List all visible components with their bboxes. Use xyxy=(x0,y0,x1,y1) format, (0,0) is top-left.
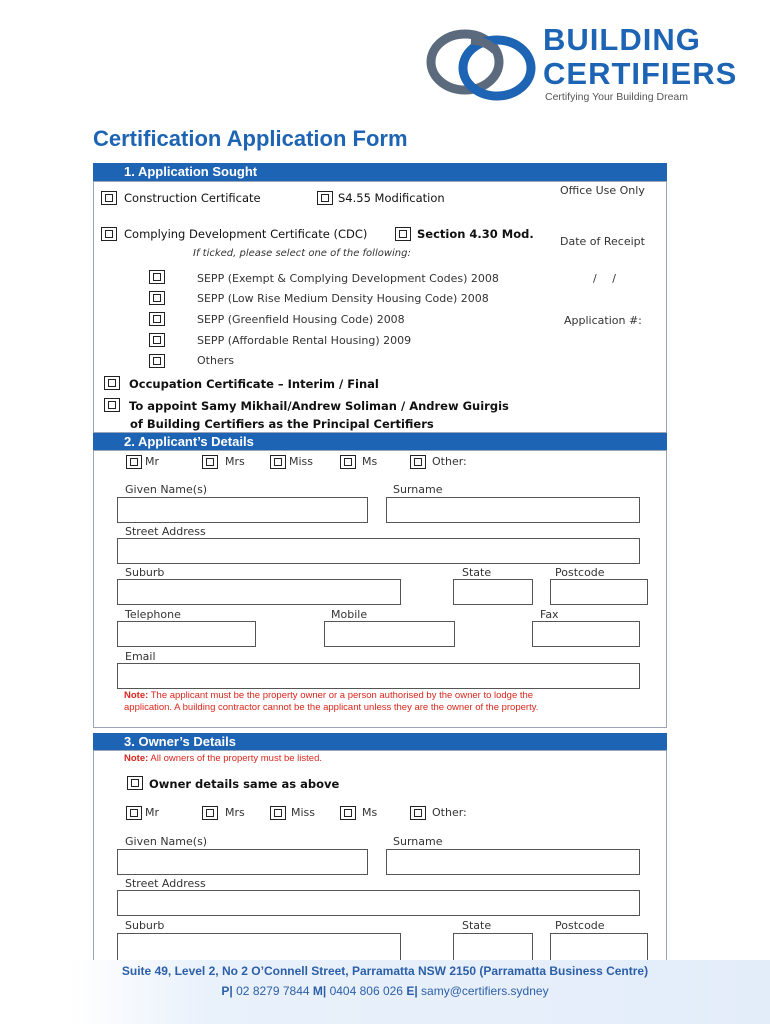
owner-state-label: State xyxy=(462,919,492,932)
email-label: Email xyxy=(125,650,156,663)
owner-same-as-above-label: Owner details same as above xyxy=(149,777,340,791)
occupation-certificate-checkbox[interactable] xyxy=(104,376,120,390)
note-text: The applicant must be the property owner or a person authorised by the owner to lodge the xyxy=(148,690,534,701)
applicant-postcode-field[interactable] xyxy=(550,579,648,605)
sepp-affordable-checkbox[interactable] xyxy=(149,333,165,347)
mobile-number: 0404 806 026 xyxy=(326,984,407,998)
mobile-label: Mobile xyxy=(331,608,368,621)
owner-surname-field[interactable] xyxy=(386,849,640,875)
section-430-checkbox[interactable] xyxy=(395,227,411,241)
title-option-label: Mr xyxy=(145,806,160,819)
appoint-certifier-label: To appoint Samy Mikhail/Andrew Soliman / Andrew Guirgis xyxy=(129,399,509,413)
office-area xyxy=(533,181,667,182)
section-430-label: Section 4.30 Mod. xyxy=(417,227,534,241)
postcode-label: Postcode xyxy=(555,566,605,579)
sepp-option-label: SEPP (Affordable Rental Housing) 2009 xyxy=(197,334,412,347)
cdc-checkbox[interactable] xyxy=(101,227,117,241)
applicant-telephone-field[interactable] xyxy=(117,621,256,647)
phone-label: P| xyxy=(221,984,233,998)
applicant-state-field[interactable] xyxy=(453,579,533,605)
appoint-certifier-label-2: of Building Certifiers as the Principal Certifiers xyxy=(130,417,434,431)
owner-postcode-label: Postcode xyxy=(555,919,605,932)
section-1-heading: 1. Application Sought xyxy=(93,163,667,181)
sepp-option-label: SEPP (Greenfield Housing Code) 2008 xyxy=(197,313,405,326)
applicant-title-mrs-checkbox[interactable] xyxy=(202,455,218,469)
owner-street-field[interactable] xyxy=(117,890,640,916)
sepp-others-checkbox[interactable] xyxy=(149,354,165,368)
phone-number: 02 8279 7844 xyxy=(232,984,313,998)
applicant-title-ms-checkbox[interactable] xyxy=(340,455,356,469)
section-1-panel xyxy=(93,181,667,433)
applicant-title-miss-checkbox[interactable] xyxy=(270,455,286,469)
owner-given-name-field[interactable] xyxy=(117,849,368,875)
email-label-footer: E| xyxy=(406,984,418,998)
owner-state-field[interactable] xyxy=(453,933,533,960)
title-option-label: Other: xyxy=(432,455,467,468)
construction-certificate-checkbox[interactable] xyxy=(101,191,117,205)
office-use-title: Office Use Only xyxy=(560,184,645,197)
owner-same-as-above-checkbox[interactable] xyxy=(127,776,143,790)
suburb-label: Suburb xyxy=(125,566,165,579)
construction-certificate-label: Construction Certificate xyxy=(124,191,261,205)
title-option-label: Ms xyxy=(362,455,378,468)
s455-modification-checkbox[interactable] xyxy=(317,191,333,205)
title-option-label: Miss xyxy=(291,806,316,819)
owner-title-mrs-checkbox[interactable] xyxy=(202,806,218,820)
footer-address: Suite 49, Level 2, No 2 O’Connell Street, Parramatta NSW 2150 (Parramatta Business Centre) xyxy=(121,964,649,978)
cdc-label: Complying Development Certificate (CDC) xyxy=(124,227,368,241)
applicant-fax-field[interactable] xyxy=(532,621,640,647)
telephone-label: Telephone xyxy=(125,608,181,621)
rings-logo-icon xyxy=(425,20,545,110)
owner-suburb-field[interactable] xyxy=(117,933,401,960)
occupation-certificate-label: Occupation Certificate – Interim / Final xyxy=(129,377,379,391)
applicant-note-line-2: application. A building contractor cannot be the applicant unless they are the owner of the property. xyxy=(124,702,539,713)
date-of-receipt-value: / / xyxy=(593,272,616,285)
applicant-surname-field[interactable] xyxy=(386,497,640,523)
application-number-label: Application #: xyxy=(564,314,642,327)
applicant-title-mr-checkbox[interactable] xyxy=(126,455,142,469)
company-logo xyxy=(425,20,765,110)
given-name-label: Given Name(s) xyxy=(125,483,208,496)
fax-label: Fax xyxy=(540,608,559,621)
mobile-label-footer: M| xyxy=(312,984,327,998)
sepp-option-label: SEPP (Exempt & Complying Development Codes) 2008 xyxy=(197,272,499,285)
owner-postcode-field[interactable] xyxy=(550,933,648,960)
s455-modification-label: S4.55 Modification xyxy=(338,191,445,205)
email-address[interactable]: samy@certifiers.sydney xyxy=(417,984,549,998)
title-option-label: Mrs xyxy=(225,806,245,819)
if-ticked-instruction: If ticked, please select one of the following: xyxy=(193,248,411,259)
footer-contacts xyxy=(0,984,770,998)
applicant-suburb-field[interactable] xyxy=(117,579,401,605)
sepp-greenfield-checkbox[interactable] xyxy=(149,312,165,326)
sepp-exempt-checkbox[interactable] xyxy=(149,270,165,284)
appoint-certifier-checkbox[interactable] xyxy=(104,398,120,412)
title-option-label: Mr xyxy=(145,455,160,468)
logo-tagline: Certifying Your Building Dream xyxy=(545,91,688,103)
logo-text-certifiers: CERTIFIERS xyxy=(543,56,738,91)
applicant-mobile-field[interactable] xyxy=(324,621,455,647)
sepp-low-rise-checkbox[interactable] xyxy=(149,291,165,305)
state-label: State xyxy=(462,566,492,579)
owner-note-text: All owners of the property must be listed. xyxy=(148,753,323,764)
note-label: Note: xyxy=(124,690,149,701)
sepp-option-label: SEPP (Low Rise Medium Density Housing Code) 2008 xyxy=(197,292,489,305)
applicant-street-field[interactable] xyxy=(117,538,640,564)
section-2-heading: 2. Applicant’s Details xyxy=(93,433,667,450)
applicant-title-other-checkbox[interactable] xyxy=(410,455,426,469)
title-option-label: Other: xyxy=(432,806,467,819)
title-option-label: Mrs xyxy=(225,455,245,468)
owner-title-ms-checkbox[interactable] xyxy=(340,806,356,820)
owner-title-other-checkbox[interactable] xyxy=(410,806,426,820)
owner-suburb-label: Suburb xyxy=(125,919,165,932)
owner-surname-label: Surname xyxy=(393,835,443,848)
applicant-given-name-field[interactable] xyxy=(117,497,368,523)
applicant-email-field[interactable] xyxy=(117,663,640,689)
street-address-label: Street Address xyxy=(125,525,206,538)
logo-text-building: BUILDING xyxy=(543,22,701,57)
title-option-label: Ms xyxy=(362,806,378,819)
owner-title-miss-checkbox[interactable] xyxy=(270,806,286,820)
owner-note xyxy=(124,753,322,765)
date-of-receipt-label: Date of Receipt xyxy=(560,235,645,248)
owner-note-label: Note: xyxy=(124,753,149,764)
sepp-option-label: Others xyxy=(197,354,234,367)
owner-given-name-label: Given Name(s) xyxy=(125,835,208,848)
owner-street-label: Street Address xyxy=(125,877,206,890)
applicant-note xyxy=(124,690,533,702)
owner-title-mr-checkbox[interactable] xyxy=(126,806,142,820)
surname-label: Surname xyxy=(393,483,443,496)
section-3-heading: 3. Owner’s Details xyxy=(93,733,667,750)
form-title: Certification Application Form xyxy=(93,126,408,151)
title-option-label: Miss xyxy=(289,455,314,468)
